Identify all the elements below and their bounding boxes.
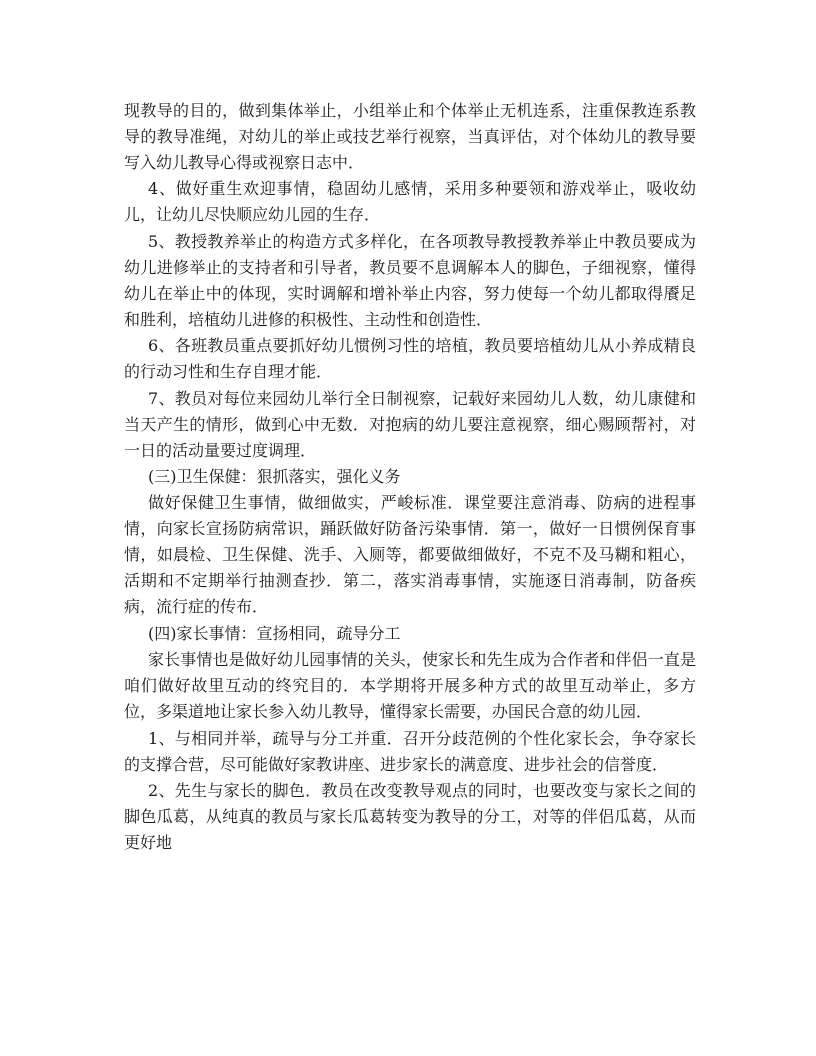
- paragraph-item-6: 6、各班教员重点要抓好幼儿惯例习性的培植，教员要培植幼儿从小养成精良的行动习性和生存自理才能．: [124, 336, 696, 382]
- paragraph-item-7: 7、教员对每位来园幼儿举行全日制视察，记载好来园幼儿人数，幼儿康健和当天产生的情形，做到心中无数．对抱病的幼儿要注意视察，细心赐顾帮衬，对一日的活动量要过度调理．: [124, 388, 696, 460]
- paragraph-item-2: 2、先生与家长的脚色．教员在改变教导观点的同时，也要改变与家长之间的脚色瓜葛，从纯真的教员与家长瓜葛转变为教导的分工，对等的伴侣瓜葛，从而更好地: [124, 780, 696, 852]
- paragraph-continued: 现教导的目的，做到集体举止，小组举止和个体举止无机连系，注重保教连系教导的教导准绳，对幼儿的举止或技艺举行视察，当真评估，对个体幼儿的教导要写入幼儿教导心得或视察日志中．: [124, 101, 696, 172]
- paragraph-item-5: 5、教授教养举止的构造方式多样化，在各项教导教授教养举止中教员要成为幼儿进修举止的支持者和引导者，教员要不息调解本人的脚色，子细视察，懂得幼儿在举止中的体现，实时调解和增补举止内容，努力使每一个幼儿都取得餍足和胜利，培植幼儿进修的积极性、主动性和创造性．: [124, 231, 696, 329]
- paragraph-item-1: 1、与相同并举，疏导与分工并重．召开分歧范例的个性化家长会，争夺家长的支撑合营，尽可能做好家教讲座、进步家长的满意度、进步社会的信誉度．: [124, 728, 696, 774]
- document-body: [124, 98, 696, 856]
- paragraph-item-4: 4、做好重生欢迎事情，稳固幼儿感情，采用多种要领和游戏举止，吸收幼儿，让幼儿尽快顺应幼儿园的生存．: [124, 179, 696, 225]
- section-heading-4: (四)家长事情：宣扬相同，疏导分工: [148, 623, 401, 643]
- paragraph-parents: 家长事情也是做好幼儿园事情的关头，使家长和先生成为合作者和伴侣一直是咱们做好故里互动的终究目的．本学期将开展多种方式的故里互动举止，多方位，多渠道地让家长参入幼儿教导，懂得家长需要，办国民合意的幼儿园．: [124, 650, 696, 722]
- paragraph-health: 做好保健卫生事情，做细做实，严峻标准．课堂要注意消毒、防病的进程事情，向家长宣扬防病常识，踊跃做好防备污染事情．第一，做好一日惯例保育事情，如晨检、卫生保健、洗手、入厕等，都要做细做好，不克不及马糊和粗心，活期和不定期举行抽测查抄．第二，落实消毒事情，实施逐日消毒制，防备疾病，流行症的传布．: [124, 493, 696, 617]
- section-heading-3: (三)卫生保健：狠抓落实，强化义务: [148, 466, 401, 486]
